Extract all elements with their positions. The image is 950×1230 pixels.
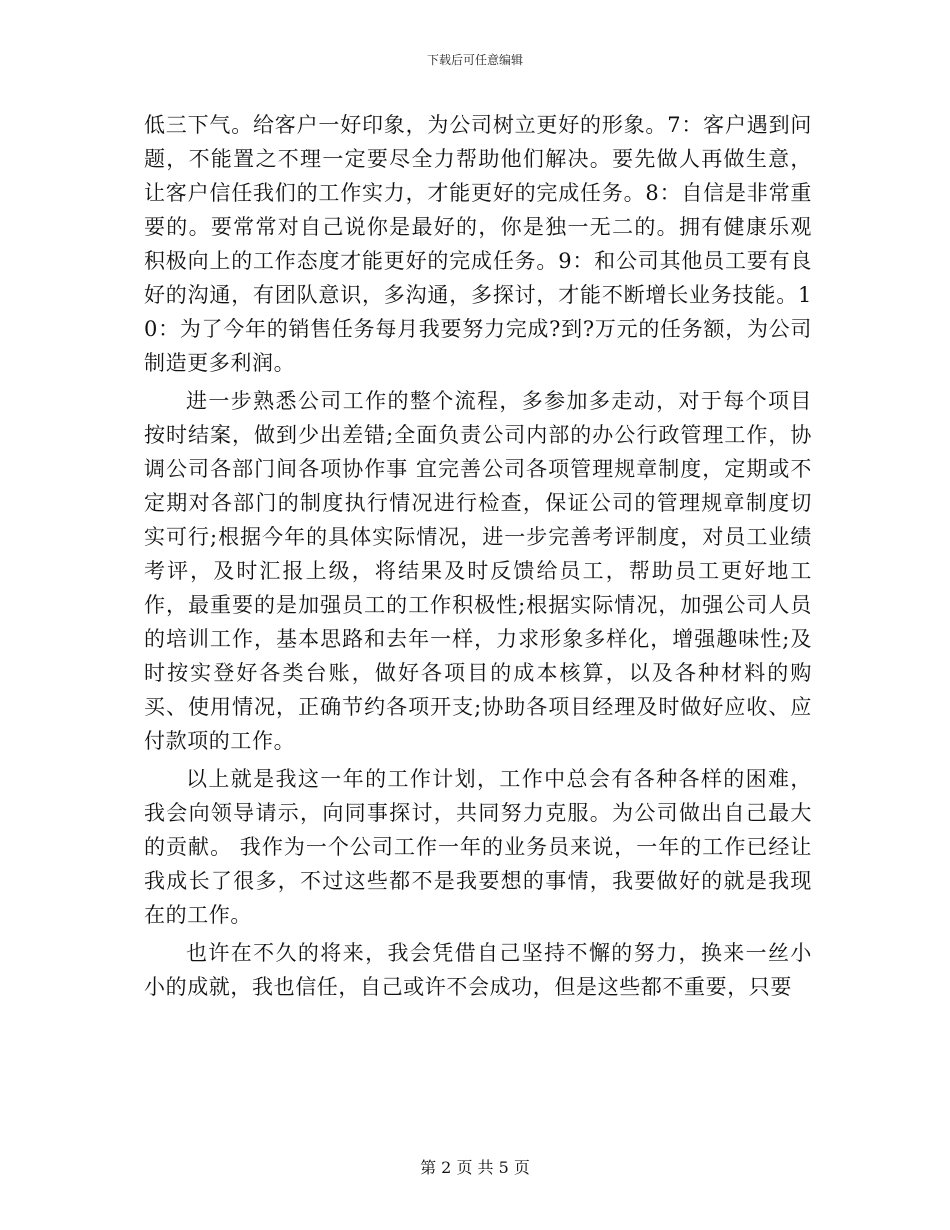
page-header: 下载后可任意编辑 (426, 53, 523, 67)
paragraph-future: 也许在不久的将来，我会凭借自己坚持不懈的努力，换来一丝小小的成就，我也信任，自己或许不会成功，但是这些都不重要，只要 (144, 941, 812, 999)
paragraph-continuation: 低三下气。给客户一好印象，为公司树立更好的形象。7：客户遇到问题，不能置之不理一定要尽全力帮助他们解决。要先做人再做生意，让客户信任我们的工作实力，才能更好的完成任务。8：自信是非常重要的。要常常对自己说你是最好的，你是独一无二的。拥有健康乐观积极向上的工作态度才能更好的完成任务。9：和公司其他员工要有良好的沟通，有团队意识，多沟通，多探讨，才能不断增长业务技能。10：为了今年的销售任务每月我要努力完成?到?万元的任务额，为公司制造更多利润。 (144, 113, 812, 375)
paragraph-work-process: 进一步熟悉公司工作的整个流程，多参加多走动，对于每个项目按时结案，做到少出差错;全面负责公司内部的办公行政管理工作，协调公司各部门间各项协作事 宜完善公司各项管理规章制度，定期或不定期对各部门的制度执行情况进行检查，保证公司的管理规章制度切实可行;根据今年的具体实际情况，进一步完善考评制度，对员工业绩考评，及时汇报上级，将结果及时反馈给员工，帮助员工更好地工作，最重要的是加强员工的工作积极性;根据实际情况，加强公司人员的培训工作，基本思路和去年一样，力求形象多样化，增强趣味性;及时按实登好各类台账，做好各项目的成本核算，以及各种材料的购买、使用情况，正确节约各项开支;协助各项目经理及时做好应收、应付款项的工作。 (144, 389, 812, 753)
document-body (144, 108, 812, 1004)
paragraph-summary: 以上就是我这一年的工作计划，工作中总会有各种各样的困难，我会向领导请示，向同事探讨，共同努力克服。为公司做出自己最大的贡献。 我作为一个公司工作一年的业务员来说，一年的工作已经让我成长了很多，不过这些都不是我要想的事情，我要做好的就是我现在的工作。 (144, 767, 812, 927)
page-number: 第 2 页 共 5 页 (420, 1158, 530, 1177)
